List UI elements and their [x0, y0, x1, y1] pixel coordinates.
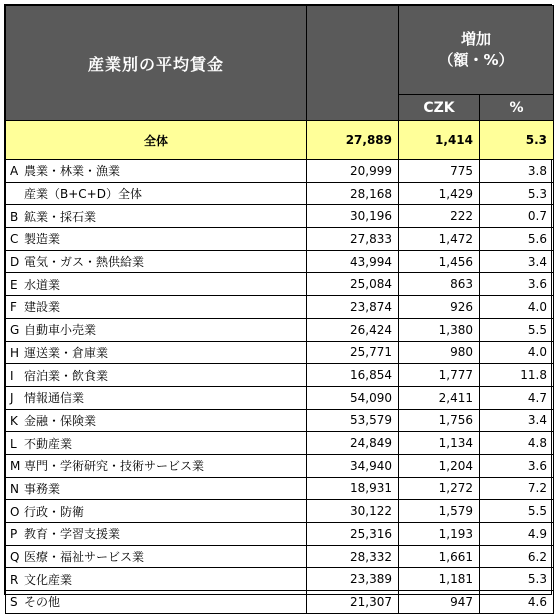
industry-name: 宿泊業・飲食業: [24, 368, 109, 383]
table-row: [6, 296, 554, 319]
percent-header: %: [480, 95, 554, 121]
average-wage: 25,084: [307, 273, 399, 296]
industry-code: O: [10, 504, 20, 519]
industry-code: C: [10, 232, 19, 247]
increase-czk: 1,134: [399, 432, 480, 455]
average-wage: 28,168: [307, 182, 399, 205]
table-row: [6, 545, 554, 568]
table-row: [6, 273, 554, 296]
increase-czk: 222: [399, 205, 480, 228]
industry-code: L: [10, 436, 17, 451]
industry-code: S: [10, 595, 18, 610]
wage-table: [5, 5, 554, 614]
average-wage: 16,854: [307, 364, 399, 387]
wage-table-frame: [4, 4, 552, 610]
increase-header-line1: 増加: [460, 30, 491, 48]
total-wage: 27,889: [307, 121, 399, 160]
table-row: [6, 454, 554, 477]
industry-code: N: [10, 481, 19, 496]
increase-pct: 5.5: [480, 500, 554, 523]
average-wage: 25,771: [307, 341, 399, 364]
industry-name: 医療・福祉サービス業: [24, 550, 145, 565]
increase-czk: 1,456: [399, 250, 480, 273]
industry-code: H: [10, 345, 20, 360]
increase-pct: 4.0: [480, 296, 554, 319]
industry-name: 農業・林業・漁業: [24, 164, 121, 179]
industry-cell: [6, 477, 307, 500]
industry-cell: [6, 500, 307, 523]
table-row: [6, 250, 554, 273]
average-wage: 23,874: [307, 296, 399, 319]
industry-cell: [6, 160, 307, 183]
industry-code: I: [10, 368, 14, 383]
industry-name: 建設業: [24, 300, 61, 315]
average-wage: 30,196: [307, 205, 399, 228]
czk-header: CZK: [399, 95, 480, 121]
industry-cell: [6, 432, 307, 455]
increase-pct: 3.6: [480, 454, 554, 477]
increase-pct: 6.2: [480, 545, 554, 568]
table-row: [6, 409, 554, 432]
industry-name: 教育・学習支援業: [24, 527, 121, 542]
increase-pct: 7.2: [480, 477, 554, 500]
industry-name: 電気・ガス・熱供給業: [24, 255, 145, 270]
industry-code: D: [10, 255, 20, 270]
increase-czk: 1,579: [399, 500, 480, 523]
average-wage: 24,849: [307, 432, 399, 455]
industry-cell: [6, 523, 307, 546]
table-row: [6, 386, 554, 409]
total-czk: 1,414: [399, 121, 480, 160]
industry-cell: [6, 454, 307, 477]
average-wage: 30,122: [307, 500, 399, 523]
increase-pct: 4.0: [480, 341, 554, 364]
increase-czk: 1,193: [399, 523, 480, 546]
industry-cell: [6, 568, 307, 591]
increase-czk: 1,756: [399, 409, 480, 432]
average-wage: 28,332: [307, 545, 399, 568]
increase-pct: 5.6: [480, 228, 554, 251]
increase-pct: 0.7: [480, 205, 554, 228]
total-label: 全体: [6, 121, 307, 160]
increase-czk: 1,272: [399, 477, 480, 500]
industry-name: 鉱業・採石業: [24, 209, 97, 224]
increase-pct: 3.4: [480, 409, 554, 432]
increase-pct: 3.4: [480, 250, 554, 273]
increase-czk: 1,472: [399, 228, 480, 251]
industry-cell: [6, 545, 307, 568]
table-row: [6, 568, 554, 591]
table-row: [6, 432, 554, 455]
increase-czk: 1,777: [399, 364, 480, 387]
average-wage: 25,316: [307, 523, 399, 546]
increase-czk: 863: [399, 273, 480, 296]
industry-name: 産業（B+C+D）全体: [24, 187, 142, 202]
increase-header-line2: （額・%）: [438, 51, 514, 69]
average-wage: 27,833: [307, 228, 399, 251]
industry-code: M: [10, 459, 21, 474]
industry-cell: [6, 341, 307, 364]
increase-pct: 4.8: [480, 432, 554, 455]
increase-czk: 775: [399, 160, 480, 183]
increase-pct: 4.9: [480, 523, 554, 546]
increase-czk: 1,661: [399, 545, 480, 568]
increase-pct: 5.5: [480, 318, 554, 341]
industry-name: その他: [24, 595, 61, 610]
industry-code: P: [10, 527, 18, 542]
industry-cell: [6, 228, 307, 251]
industry-cell: [6, 182, 307, 205]
average-wage: 23,389: [307, 568, 399, 591]
average-wage: 26,424: [307, 318, 399, 341]
increase-pct: 4.6: [480, 591, 554, 614]
industry-name: 文化産業: [24, 572, 73, 587]
table-row: [6, 318, 554, 341]
increase-czk: 980: [399, 341, 480, 364]
total-row: [6, 121, 554, 160]
table-row: [6, 500, 554, 523]
industry-code: A: [10, 164, 19, 179]
increase-czk: 2,411: [399, 386, 480, 409]
wage-header-blank: [307, 6, 399, 121]
industry-cell: [6, 318, 307, 341]
table-title: 産業別の平均賃金: [6, 6, 307, 121]
average-wage: 53,579: [307, 409, 399, 432]
table-row: [6, 477, 554, 500]
increase-czk: 926: [399, 296, 480, 319]
table-row: [6, 341, 554, 364]
average-wage: 34,940: [307, 454, 399, 477]
table-row: [6, 160, 554, 183]
increase-czk: 1,204: [399, 454, 480, 477]
industry-code: F: [10, 300, 17, 315]
industry-code: K: [10, 413, 18, 428]
industry-cell: [6, 205, 307, 228]
table-row: [6, 205, 554, 228]
industry-cell: [6, 296, 307, 319]
increase-pct: 3.6: [480, 273, 554, 296]
increase-pct: 5.3: [480, 182, 554, 205]
increase-pct: 5.3: [480, 568, 554, 591]
industry-cell: [6, 364, 307, 387]
average-wage: 54,090: [307, 386, 399, 409]
industry-code: Q: [10, 550, 20, 565]
increase-czk: 1,181: [399, 568, 480, 591]
industry-name: 水道業: [24, 277, 61, 292]
industry-name: 事務業: [24, 481, 61, 496]
industry-name: 運送業・倉庫業: [24, 345, 109, 360]
table-row: [6, 591, 554, 614]
industry-code: G: [10, 323, 20, 338]
total-pct: 5.3: [480, 121, 554, 160]
industry-name: 自動車小売業: [24, 323, 97, 338]
industry-code: B: [10, 209, 19, 224]
table-row: [6, 182, 554, 205]
average-wage: 20,999: [307, 160, 399, 183]
table-row: [6, 523, 554, 546]
average-wage: 18,931: [307, 477, 399, 500]
average-wage: 21,307: [307, 591, 399, 614]
industry-name: 製造業: [24, 232, 61, 247]
industry-code: R: [10, 572, 19, 587]
table-row: [6, 228, 554, 251]
industry-name: 行政・防衛: [24, 504, 85, 519]
industry-code: E: [10, 277, 18, 292]
industry-cell: [6, 273, 307, 296]
industry-cell: [6, 591, 307, 614]
table-row: [6, 364, 554, 387]
increase-czk: 947: [399, 591, 480, 614]
industry-name: 情報通信業: [24, 391, 85, 406]
increase-czk: 1,380: [399, 318, 480, 341]
increase-czk: 1,429: [399, 182, 480, 205]
average-wage: 43,994: [307, 250, 399, 273]
increase-pct: 3.8: [480, 160, 554, 183]
industry-name: 金融・保険業: [24, 413, 97, 428]
increase-pct: 4.7: [480, 386, 554, 409]
industry-code: J: [10, 391, 14, 406]
increase-header: [399, 6, 554, 95]
industry-cell: [6, 250, 307, 273]
industry-name: 不動産業: [24, 436, 73, 451]
industry-name: 専門・学術研究・技術サービス業: [24, 459, 205, 474]
industry-cell: [6, 409, 307, 432]
industry-cell: [6, 386, 307, 409]
increase-pct: 11.8: [480, 364, 554, 387]
